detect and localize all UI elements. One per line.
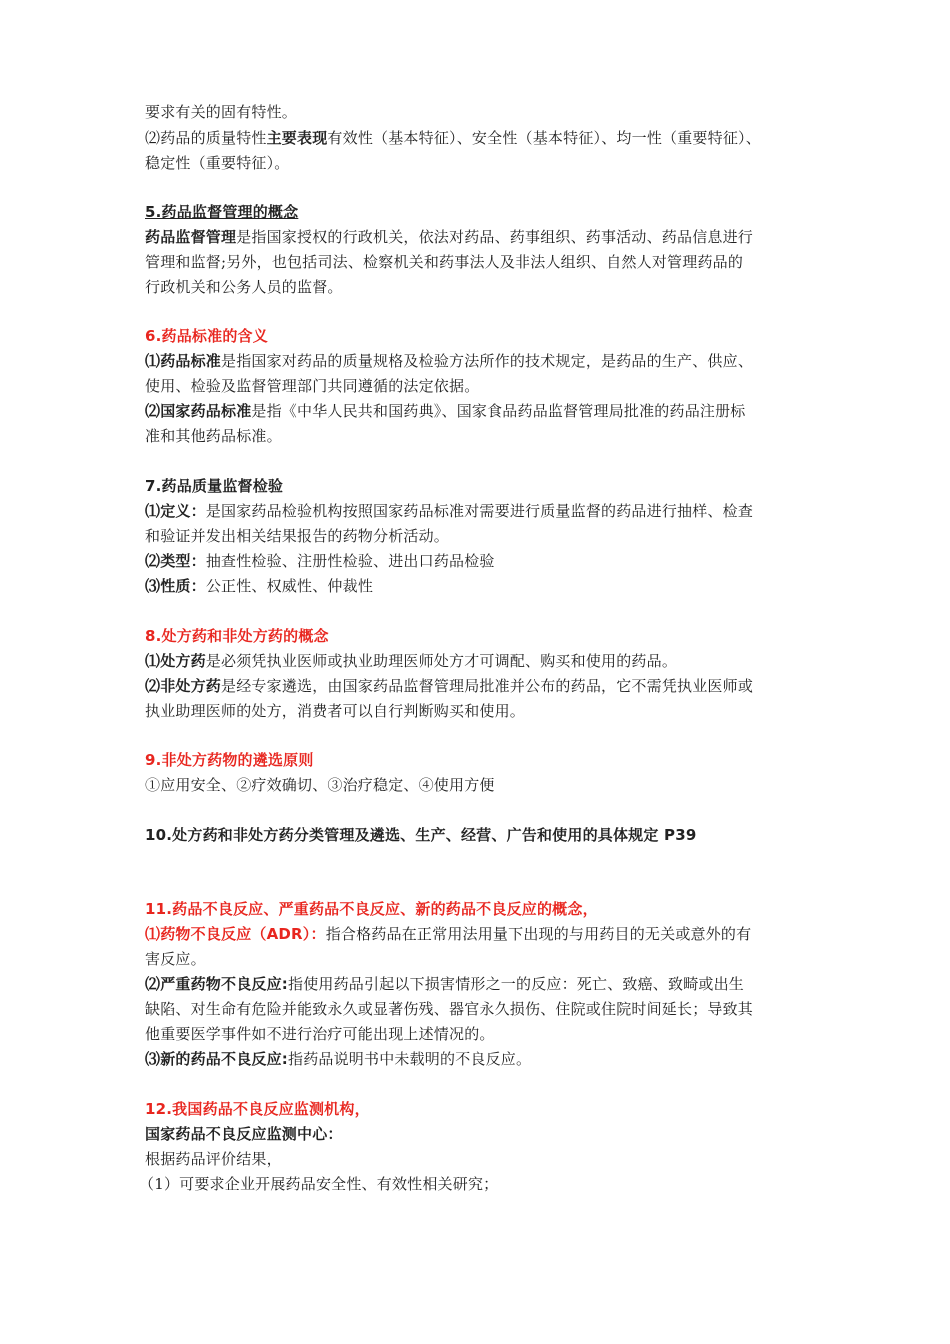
section-6-line-2: 使用、检验及监督管理部门共同遵循的法定依据。	[145, 377, 480, 395]
section-7-line-4: ⑶性质：公正性、权威性、仲裁性	[145, 577, 374, 595]
section-9-title: 9.非处方药物的遴选原则	[145, 751, 314, 769]
section-11-title: 11.药品不良反应、严重药品不良反应、新的药品不良反应的概念，	[145, 900, 598, 918]
section-11-line-4: 缺陷、对生命有危险并能致永久或显著伤残、器官永久损伤、住院或住院时间延长；导致其	[145, 1000, 754, 1018]
section-11-line-1: ⑴药物不良反应（ADR）：指合格药品在正常用法用量下出现的与用药目的无关或意外的有	[145, 925, 752, 943]
section-11-line-6: ⑶新的药品不良反应:指药品说明书中未载明的不良反应。	[145, 1050, 532, 1068]
section-8-line-3: 执业助理医师的处方，消费者可以自行判断购买和使用。	[145, 702, 526, 720]
section-5-line-1: 药品监督管理是指国家授权的行政机关，依法对药品、药事组织、药事活动、药品信息进行	[145, 228, 754, 246]
intro-line-1: 要求有关的固有特性。	[145, 103, 298, 121]
section-8-line-1: ⑴处方药是必须凭执业医师或执业助理医师处方才可调配、购买和使用的药品。	[145, 652, 678, 670]
section-10-title: 10.处方药和非处方药分类管理及遴选、生产、经营、广告和使用的具体规定 P39	[145, 826, 697, 844]
section-12-subtitle: 国家药品不良反应监测中心：	[145, 1125, 343, 1143]
intro-line-2: ⑵药品的质量特性主要表现有效性（基本特征）、安全性（基本特征）、均一性（重要特征）、	[145, 129, 761, 147]
section-6-line-3: ⑵国家药品标准是指《中华人民共和国药典》、国家食品药品监督管理局批准的药品注册标	[145, 402, 746, 420]
section-8-title: 8.处方药和非处方药的概念	[145, 627, 329, 645]
section-7-line-1: ⑴定义：是国家药品检验机构按照国家药品标准对需要进行质量监督的药品进行抽样、检查	[145, 502, 754, 520]
section-7-title: 7.药品质量监督检验	[145, 477, 284, 495]
section-7-line-2: 和验证并发出相关结果报告的药物分析活动。	[145, 527, 450, 545]
section-7-line-3: ⑵类型：抽查性检验、注册性检验、进出口药品检验	[145, 552, 495, 570]
section-12-line-2: （1）可要求企业开展药品安全性、有效性相关研究；	[139, 1175, 499, 1193]
section-12-line-1: 根据药品评价结果，	[145, 1150, 282, 1168]
section-5-title: 5.药品监督管理的概念	[145, 203, 299, 221]
section-6-line-4: 准和其他药品标准。	[145, 427, 282, 445]
section-8-line-2: ⑵非处方药是经专家遴选，由国家药品监督管理局批准并公布的药品，它不需凭执业医师或	[145, 677, 754, 695]
section-11-line-5: 他重要医学事件如不进行治疗可能出现上述情况的。	[145, 1025, 495, 1043]
section-6-line-1: ⑴药品标准是指国家对药品的质量规格及检验方法所作的技术规定，是药品的生产、供应、	[145, 352, 754, 370]
section-11-line-3: ⑵严重药物不良反应:指使用药品引起以下损害情形之一的反应：死亡、致癌、致畸或出生	[145, 975, 745, 993]
section-12-title: 12.我国药品不良反应监测机构，	[145, 1100, 370, 1118]
section-9-line-1: ①应用安全、②疗效确切、③治疗稳定、④使用方便	[145, 776, 495, 794]
section-11-line-2: 害反应。	[145, 950, 206, 968]
intro-line-3: 稳定性（重要特征）。	[145, 154, 290, 172]
section-5-line-2: 管理和监督;另外，也包括司法、检察机关和药事法人及非法人组织、自然人对管理药品的	[145, 253, 744, 271]
section-5-line-3: 行政机关和公务人员的监督。	[145, 278, 343, 296]
section-6-title: 6.药品标准的含义	[145, 327, 268, 345]
